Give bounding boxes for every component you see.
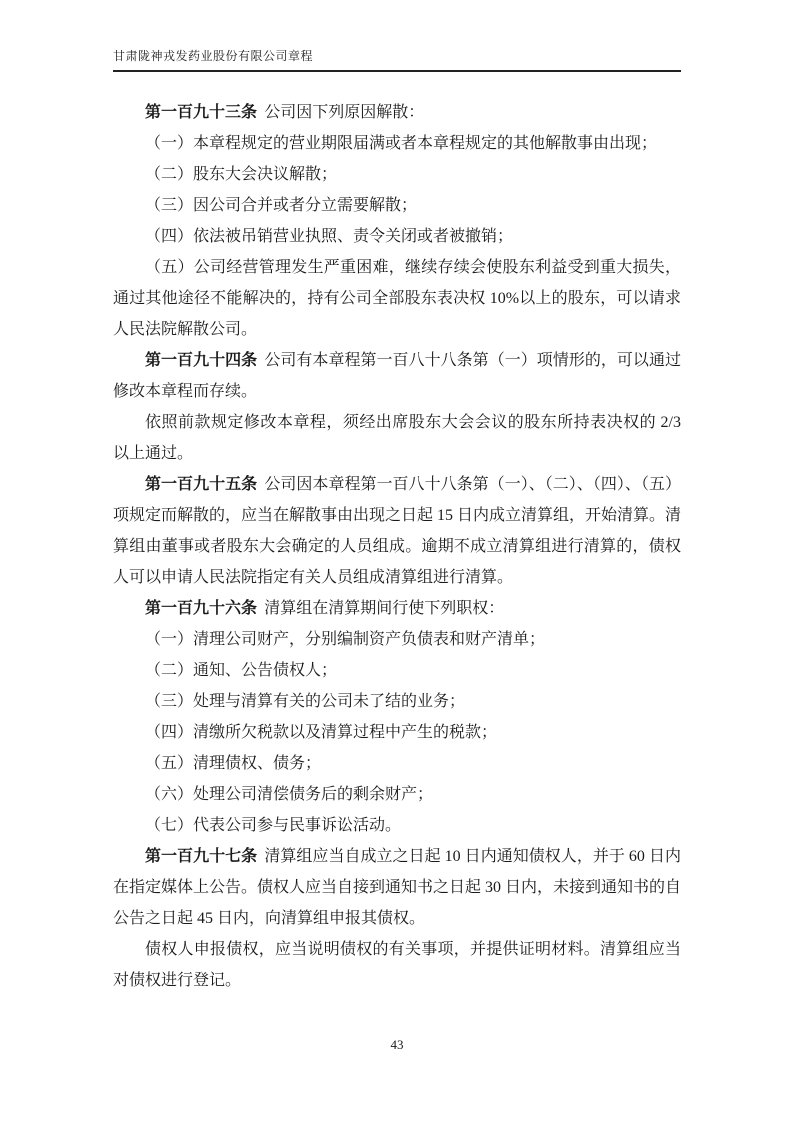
clause-text: （七）代表公司参与民事诉讼活动。 [145, 817, 402, 834]
clause-item-2 [113, 159, 681, 190]
clause-text: （一）清理公司财产，分别编制资产负债表和财产清单； [145, 631, 546, 648]
document-body [113, 97, 681, 996]
clause-text: （二）通知、公告债权人； [145, 662, 338, 679]
article-heading-194 [113, 345, 681, 407]
clause-item-4 [113, 717, 681, 748]
article-number: 第一百九十四条 [145, 352, 258, 369]
clause-item-4 [113, 221, 681, 252]
clause-text: （三）处理与清算有关的公司未了结的业务； [145, 693, 466, 710]
article-text: 公司有本章程第一百八十八条第（一）项情形的，可以通过修改本章程而存续。 [113, 352, 681, 400]
paragraph-text: 依照前款规定修改本章程，须经出席股东大会会议的股东所持表决权的 2/3 以上通过。 [113, 414, 681, 462]
article-heading-197 [113, 841, 681, 934]
clause-text: （五）公司经营管理发生严重困难，继续存续会使股东利益受到重大损失，通过其他途径不能解决的，持有公司全部股东表决权 10%以上的股东，可以请求人民法院解散公司。 [113, 259, 681, 338]
article-number: 第一百九十七条 [145, 848, 258, 865]
clause-item-7 [113, 810, 681, 841]
page-header [113, 49, 681, 72]
article-number: 第一百九十三条 [145, 104, 258, 121]
clause-item-3 [113, 686, 681, 717]
clause-text: （四）依法被吊销营业执照、责令关闭或者被撤销； [145, 228, 514, 245]
article-heading-196 [113, 593, 681, 624]
clause-text: （四）清缴所欠税款以及清算过程中产生的税款； [145, 724, 498, 741]
clause-text: （五）清理债权、债务； [145, 755, 322, 772]
clause-item-1 [113, 128, 681, 159]
article-text: 清算组在清算期间行使下列职权： [264, 600, 505, 617]
document-title: 甘肃陇神戎发药业股份有限公司章程 [113, 49, 314, 63]
paragraph [113, 934, 681, 996]
page-footer [0, 1037, 794, 1053]
paragraph-text: 债权人申报债权，应当说明债权的有关事项，并提供证明材料。清算组应当对债权进行登记。 [113, 941, 681, 989]
clause-item-5 [113, 252, 681, 345]
page-number: 43 [390, 1037, 404, 1052]
clause-item-2 [113, 655, 681, 686]
article-number: 第一百九十六条 [145, 600, 258, 617]
paragraph [113, 407, 681, 469]
article-text: 公司因本章程第一百八十八条第（一）、（二）、（四）、（五）项规定而解散的，应当在解散事由出现之日起 15 日内成立清算组，开始清算。清算组由董事或者股东大会确定的人员组成。逾期不成立清算组进行清算的，债权人可以申请人民法院指定有关人员组成清算组进行清算。 [113, 476, 682, 586]
clause-text: （一）本章程规定的营业期限届满或者本章程规定的其他解散事由出现； [145, 135, 658, 152]
article-text: 清算组应当自成立之日起 10 日内通知债权人，并于 60 日内在指定媒体上公告。债权人应当自接到通知书之日起 30 日内，未接到通知书的自公告之日起 45 日内，向清算组申报其债权。 [113, 848, 682, 927]
clause-item-5 [113, 748, 681, 779]
clause-text: （三）因公司合并或者分立需要解散； [145, 197, 418, 214]
clause-text: （二）股东大会决议解散； [145, 166, 338, 183]
article-heading-195 [113, 469, 681, 593]
article-number: 第一百九十五条 [145, 476, 258, 493]
article-heading-193 [113, 97, 681, 128]
clause-text: （六）处理公司清偿债务后的剩余财产； [145, 786, 434, 803]
clause-item-6 [113, 779, 681, 810]
article-text: 公司因下列原因解散： [264, 104, 425, 121]
clause-item-1 [113, 624, 681, 655]
clause-item-3 [113, 190, 681, 221]
